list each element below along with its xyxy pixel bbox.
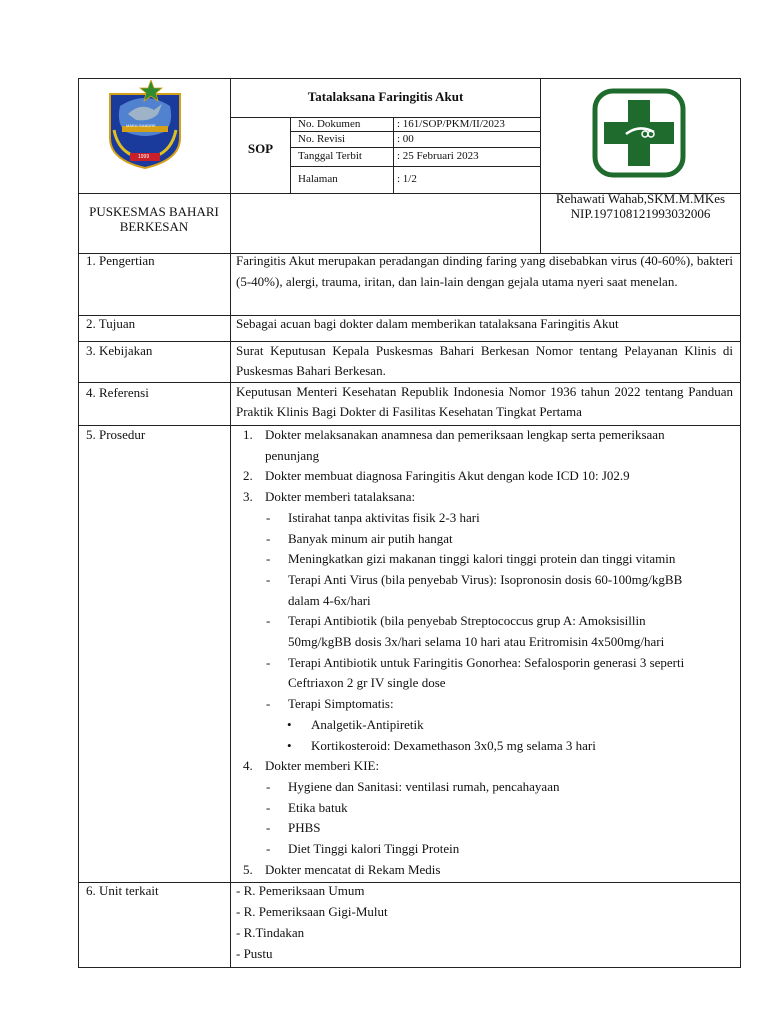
prosedur-line: Analgetik-Antipiretik — [311, 717, 424, 732]
institution-name: PUSKESMAS BAHARI BERKESAN — [89, 204, 219, 234]
meta-value-halaman: : 1/2 — [397, 173, 417, 185]
prosedur-marker: - — [266, 841, 271, 856]
prosedur-line: Dokter memberi tatalaksana: — [265, 489, 416, 504]
left-logo-text: MAKU GANDRE — [126, 123, 156, 128]
unit-item: - R. Pemeriksaan Gigi-Mulut — [236, 904, 388, 919]
prosedur-line: Terapi Anti Virus (bila penyebab Virus): Isopronosin dosis 60-100mg/kgBB — [288, 572, 683, 587]
prosedur-marker: 4. — [243, 758, 253, 773]
prosedur-line: 50mg/kgBB dosis 3x/hari selama 10 hari atau Eritromisin 4x500mg/hari — [288, 634, 665, 649]
meta-label-tanggal: Tanggal Terbit — [298, 150, 362, 162]
signatory-nip: NIP.197108121993032006 — [570, 206, 711, 221]
prosedur-marker: 2. — [243, 468, 253, 483]
prosedur-line: Meningkatkan gizi makanan tinggi kalori tinggi protein dan tinggi vitamin — [288, 551, 676, 566]
text-pengertian: Faringitis Akut merupakan peradangan dinding faring yang disebabkan virus (40-60%), bakteri (5-40%), alergi, trauma, iritan, dan lain-lain dengan gejala utama nyeri saat menelan. — [236, 253, 733, 289]
prosedur-marker: 3. — [243, 489, 253, 504]
left-emblem-logo — [104, 80, 186, 170]
signatory-name: Rehawati Wahab,SKM.M.MKes — [555, 191, 726, 206]
prosedur-marker: 1. — [243, 427, 253, 442]
meta-value-tanggal: : 25 Februari 2023 — [397, 150, 479, 162]
prosedur-line: Terapi Simptomatis: — [288, 696, 394, 711]
prosedur-line: Terapi Antibiotik untuk Faringitis Gonorhea: Sefalosporin generasi 3 seperti — [288, 655, 685, 670]
prosedur-line: Ceftriaxon 2 gr IV single dose — [288, 675, 446, 690]
prosedur-marker: - — [266, 613, 271, 628]
label-prosedur: 5. Prosedur — [86, 427, 146, 442]
text-tujuan: Sebagai acuan bagi dokter dalam memberikan tatalaksana Faringitis Akut — [236, 316, 619, 331]
prosedur-line: Dokter mencatat di Rekam Medis — [265, 862, 441, 877]
prosedur-marker: - — [266, 655, 271, 670]
prosedur-marker: • — [287, 738, 292, 753]
prosedur-line: dalam 4-6x/hari — [288, 593, 371, 608]
label-unit-terkait: 6. Unit terkait — [86, 883, 159, 898]
label-pengertian: 1. Pengertian — [86, 253, 155, 268]
prosedur-line: PHBS — [288, 820, 321, 835]
left-logo-year: 1999 — [138, 154, 150, 160]
prosedur-marker: - — [266, 572, 271, 587]
prosedur-line: Terapi Antibiotik (bila penyebab Streptococcus grup A: Amoksisillin — [288, 613, 646, 628]
prosedur-line: Dokter memberi KIE: — [265, 758, 380, 773]
prosedur-marker: - — [266, 696, 271, 711]
document-title: Tatalaksana Faringitis Akut — [307, 89, 464, 104]
prosedur-line: Kortikosteroid: Dexamethason 3x0,5 mg selama 3 hari — [311, 738, 596, 753]
unit-item: - R.Tindakan — [236, 925, 305, 940]
prosedur-line: Etika batuk — [288, 800, 348, 815]
meta-value-dokumen: : 161/SOP/PKM/II/2023 — [397, 118, 505, 130]
prosedur-line: Banyak minum air putih hangat — [288, 531, 453, 546]
prosedur-marker: - — [266, 551, 271, 566]
meta-label-halaman: Halaman — [298, 173, 338, 185]
prosedur-line: Istirahat tanpa aktivitas fisik 2-3 hari — [288, 510, 480, 525]
unit-item: - Pustu — [236, 946, 273, 961]
prosedur-line: Diet Tinggi kalori Tinggi Protein — [288, 841, 460, 856]
meta-label-revisi: No. Revisi — [298, 133, 346, 145]
prosedur-marker: - — [266, 800, 271, 815]
prosedur-marker: • — [287, 717, 292, 732]
prosedur-marker: - — [266, 531, 271, 546]
unit-item: - R. Pemeriksaan Umum — [236, 883, 365, 898]
label-tujuan: 2. Tujuan — [86, 316, 136, 331]
prosedur-marker: - — [266, 510, 271, 525]
prosedur-marker: - — [266, 779, 271, 794]
puskesmas-cross-logo — [592, 88, 686, 178]
prosedur-marker: 5. — [243, 862, 253, 877]
label-referensi: 4. Referensi — [86, 385, 149, 400]
text-kebijakan: Surat Keputusan Kepala Puskesmas Bahari Berkesan Nomor tentang Pelayanan Klinis di Puskesmas Bahari Berkesan. — [236, 343, 733, 378]
meta-value-revisi: : 00 — [397, 133, 414, 145]
sop-label: SOP — [247, 141, 274, 156]
meta-label-dokumen: No. Dokumen — [298, 118, 361, 130]
prosedur-marker: - — [266, 820, 271, 835]
prosedur-line: Dokter membuat diagnosa Faringitis Akut dengan kode ICD 10: J02.9 — [265, 468, 630, 483]
prosedur-line: Dokter melaksanakan anamnesa dan pemeriksaan lengkap serta pemeriksaan — [265, 427, 665, 442]
prosedur-line: penunjang — [265, 448, 320, 463]
label-kebijakan: 3. Kebijakan — [86, 343, 153, 358]
prosedur-line: Hygiene dan Sanitasi: ventilasi rumah, pencahayaan — [288, 779, 560, 794]
text-referensi: Keputusan Menteri Kesehatan Republik Indonesia Nomor 1936 tahun 2022 tentang Panduan Praktik Klinis Bagi Dokter di Fasilitas Kesehatan Tingkat Pertama — [236, 384, 733, 419]
